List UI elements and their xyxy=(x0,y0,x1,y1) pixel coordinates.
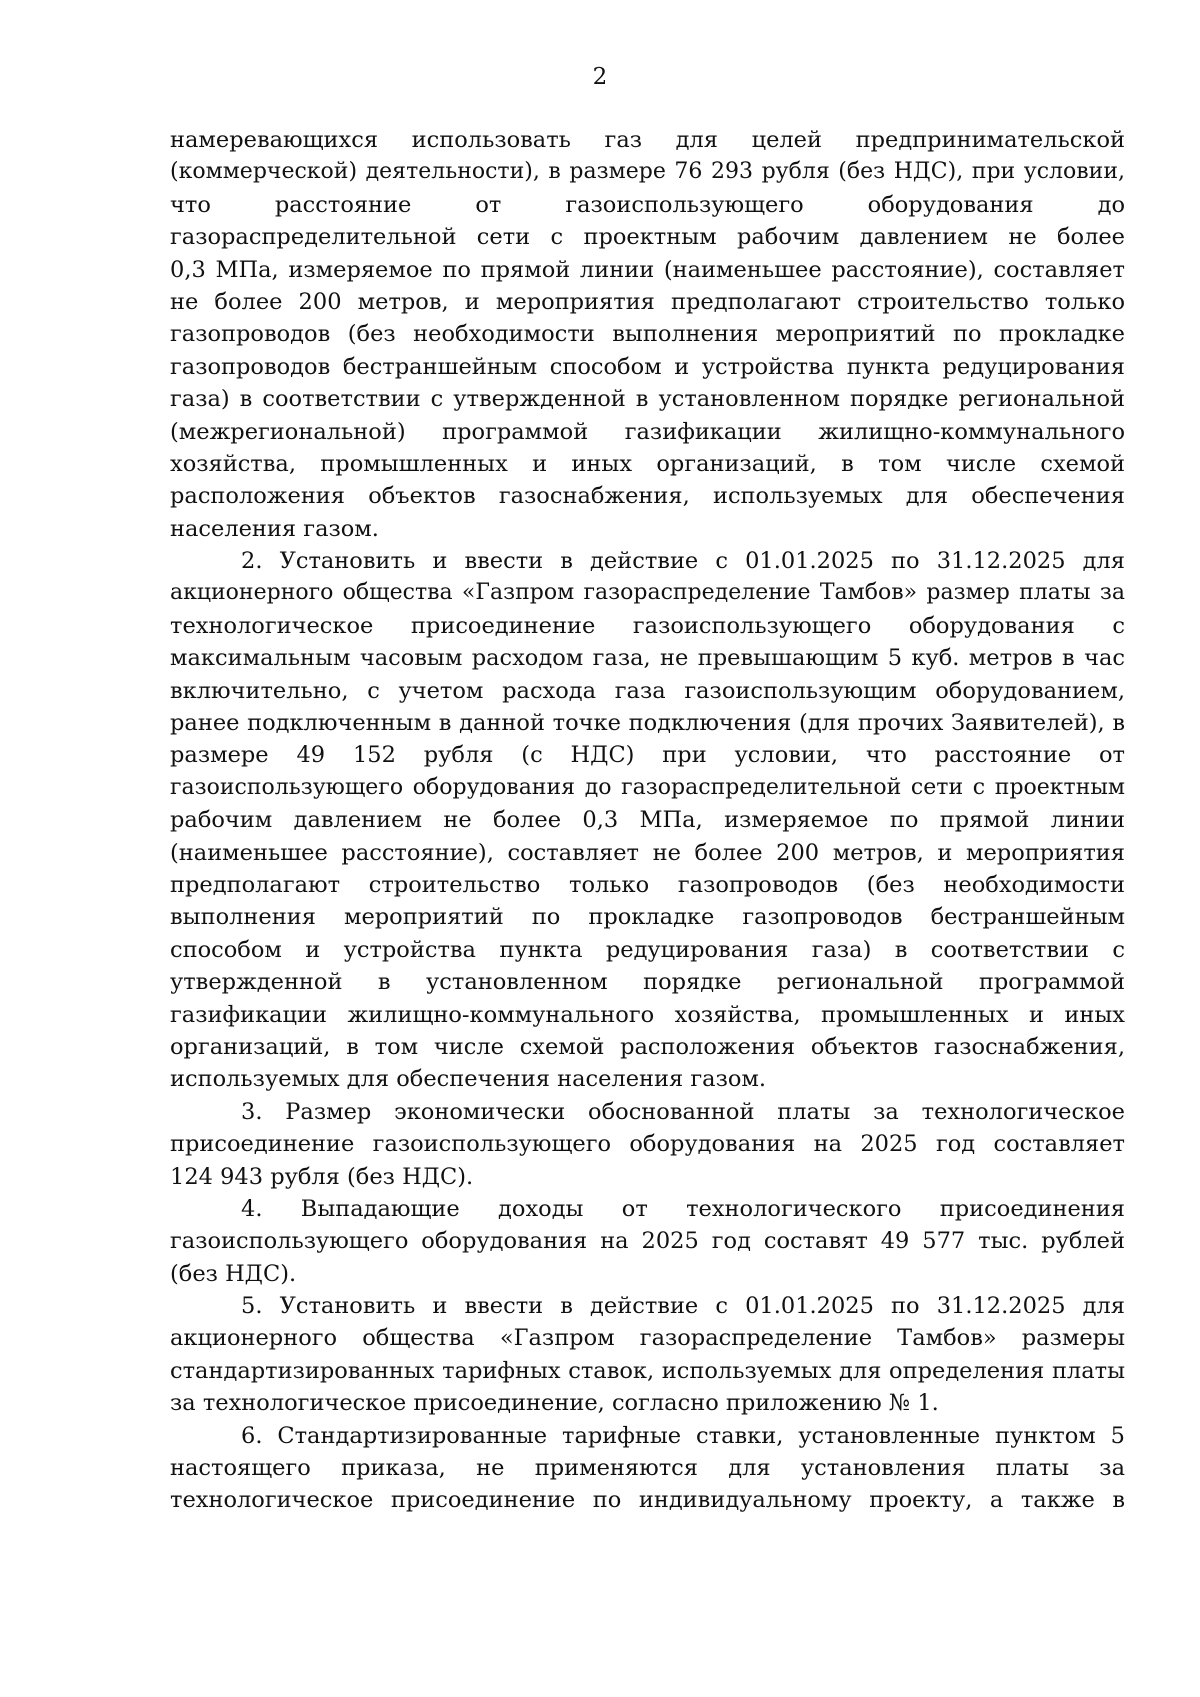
text-line: населения газом. xyxy=(170,515,379,542)
text-line: 0,3 МПа, измеряемое по прямой линии (наименьшее расстояние), составляет xyxy=(170,256,1125,283)
text-line: хозяйства, промышленных и иных организаций, в том числе схемой xyxy=(170,450,1125,477)
text-line: (межрегиональной) программой газификации жилищно-коммунального xyxy=(170,418,1125,445)
text-line: намеревающихся использовать газ для целей предпринимательской xyxy=(170,127,1125,153)
paragraph-2 xyxy=(170,545,1125,1096)
text-line: (коммерческой) деятельности), в размере 76 293 рубля (без НДС), при условии, xyxy=(170,159,1125,185)
paragraph-3 xyxy=(170,1096,1125,1193)
text-line: газопроводов бестраншейным способом и устройства пункта редуцирования xyxy=(170,353,1125,380)
text-line: акционерного общества «Газпром газораспределение Тамбов» размер платы за xyxy=(170,580,1125,606)
document-body xyxy=(170,124,1125,1517)
text-line: 5. Установить и ввести в действие с 01.01.2025 по 31.12.2025 для xyxy=(241,1293,1125,1320)
text-line: акционерного общества «Газпром газораспределение Тамбов» размеры xyxy=(170,1325,1125,1352)
text-line: (без НДС). xyxy=(170,1260,297,1287)
text-line: расположения объектов газоснабжения, используемых для обеспечения xyxy=(170,483,1125,510)
text-line: используемых для обеспечения населения газом. xyxy=(170,1066,767,1093)
text-line: газа) в соответствии с утвержденной в установленном порядке региональной xyxy=(170,386,1125,413)
paragraph-4 xyxy=(170,1193,1125,1290)
text-line: 6. Стандартизированные тарифные ставки, установленные пунктом 5 xyxy=(241,1422,1125,1449)
text-line: газораспределительной сети с проектным рабочим давлением не более xyxy=(170,224,1125,251)
text-line: 2. Установить и ввести в действие с 01.01.2025 по 31.12.2025 для xyxy=(241,548,1125,575)
text-line: 124 943 рубля (без НДС). xyxy=(170,1163,474,1190)
text-line: стандартизированных тарифных ставок, используемых для определения платы xyxy=(170,1357,1125,1384)
text-line: 4. Выпадающие доходы от технологического присоединения xyxy=(241,1195,1125,1222)
text-line: 3. Размер экономически обоснованной платы за технологическое xyxy=(241,1098,1125,1125)
text-line: способом и устройства пункта редуцирования газа) в соответствии с xyxy=(170,936,1125,963)
text-line: газификации жилищно-коммунального хозяйства, промышленных и иных xyxy=(170,1001,1125,1028)
text-line: не более 200 метров, и мероприятия предполагают строительство только xyxy=(170,288,1125,315)
text-line: размере 49 152 рубля (с НДС) при условии, что расстояние от xyxy=(170,742,1125,769)
text-line: рабочим давлением не более 0,3 МПа, измеряемое по прямой линии xyxy=(170,807,1125,834)
page-number: 2 xyxy=(592,64,608,90)
text-line: (наименьшее расстояние), составляет не более 200 метров, и мероприятия xyxy=(170,839,1125,866)
text-line: за технологическое присоединение, согласно приложению № 1. xyxy=(170,1390,939,1417)
text-line: газоиспользующего оборудования до газораспределительной сети с проектным xyxy=(170,774,1125,800)
text-line: предполагают строительство только газопроводов (без необходимости xyxy=(170,871,1125,898)
text-line: выполнения мероприятий по прокладке газопроводов бестраншейным xyxy=(170,904,1125,931)
text-line: технологическое присоединение газоиспользующего оборудования с xyxy=(170,612,1125,639)
text-line: утвержденной в установленном порядке региональной программой xyxy=(170,969,1125,996)
text-line: что расстояние от газоиспользующего оборудования до xyxy=(170,191,1125,218)
paragraph-1 xyxy=(170,124,1125,545)
paragraph-5 xyxy=(170,1290,1125,1420)
text-line: максимальным часовым расходом газа, не превышающим 5 куб. метров в час xyxy=(170,645,1125,672)
paragraph-6 xyxy=(170,1420,1125,1517)
text-line: газопроводов (без необходимости выполнения мероприятий по прокладке xyxy=(170,321,1125,348)
text-line: организаций, в том числе схемой расположения объектов газоснабжения, xyxy=(170,1033,1125,1060)
text-line: настоящего приказа, не применяются для установления платы за xyxy=(170,1455,1125,1482)
text-line: присоединение газоиспользующего оборудования на 2025 год составляет xyxy=(170,1131,1125,1158)
text-line: ранее подключенным в данной точке подключения (для прочих Заявителей), в xyxy=(170,710,1125,737)
text-line: газоиспользующего оборудования на 2025 год составят 49 577 тыс. рублей xyxy=(170,1228,1125,1255)
text-line: технологическое присоединение по индивидуальному проекту, а также в xyxy=(170,1487,1125,1514)
text-line: включительно, с учетом расхода газа газоиспользующим оборудованием, xyxy=(170,677,1125,704)
